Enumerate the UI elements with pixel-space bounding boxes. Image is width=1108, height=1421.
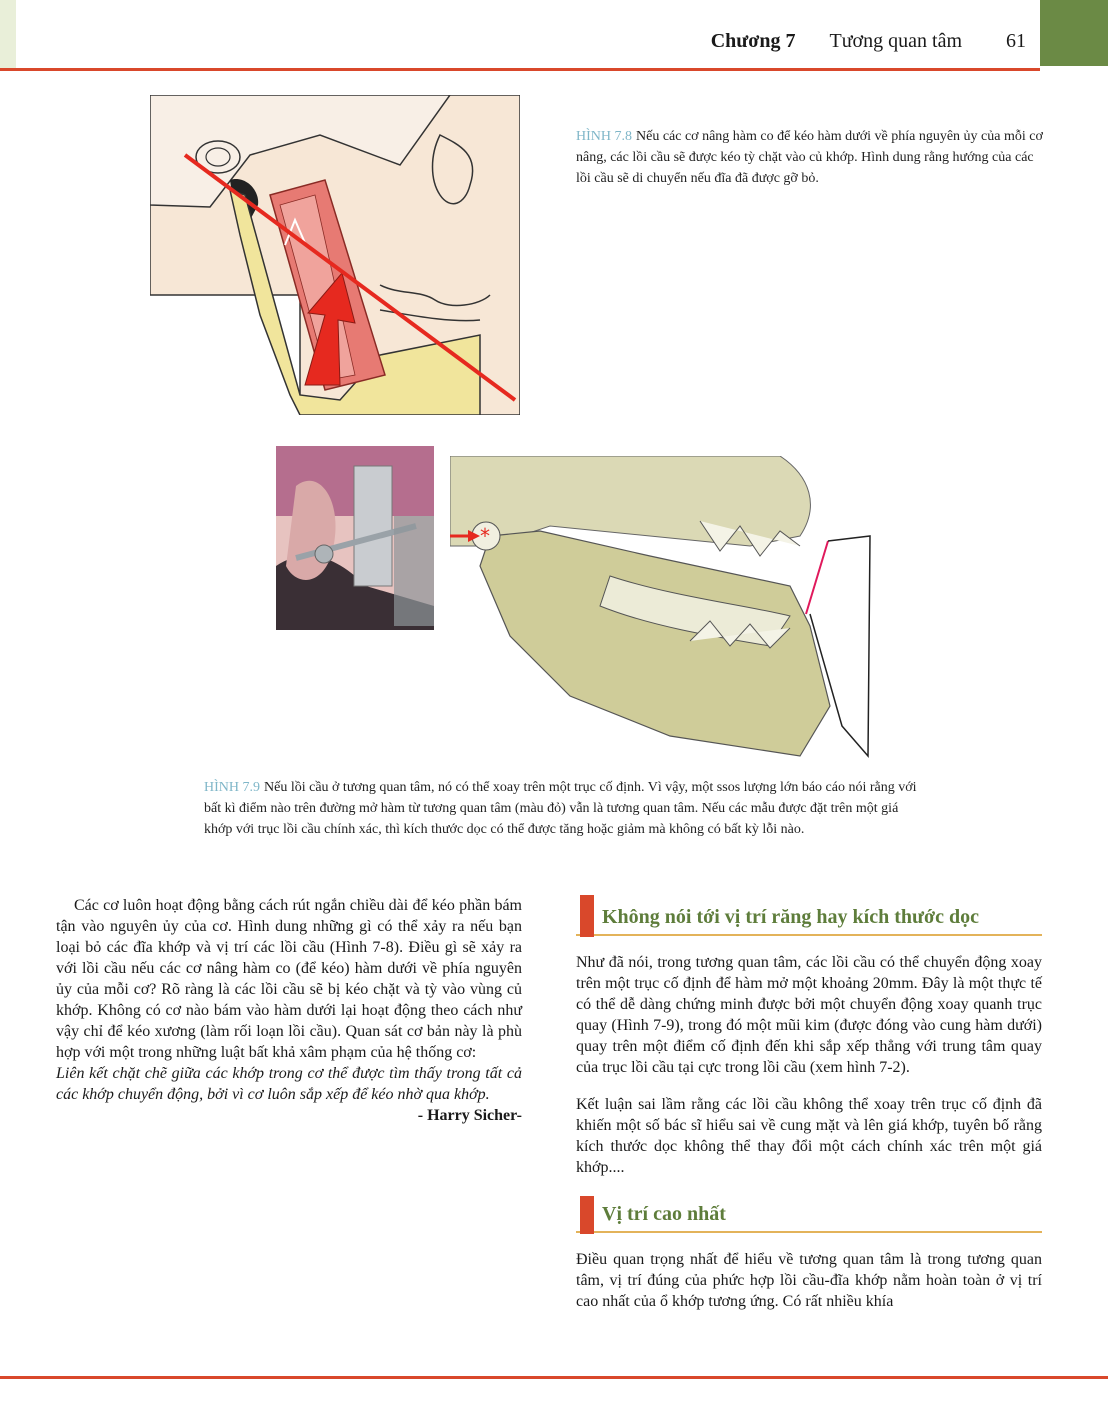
figure-7-9-illustration	[450, 456, 886, 762]
figure-7-9-caption	[204, 777, 920, 840]
corner-decoration-left	[0, 0, 16, 70]
right-paragraph-3: Điều quan trọng nhất để hiểu về tương quan tâm là trong tương quan tâm, vị trí đúng của phức hợp lồi cầu-đĩa khớp nằm hoàn toàn ở vị trí cao nhất của ổ khớp tương ứng. Có rất nhiều khía	[576, 1251, 1042, 1310]
figure-7-8-caption-text: Nếu các cơ nâng hàm co để kéo hàm dưới về phía nguyên ủy của mỗi cơ nâng, các lồi cầu sẽ được kéo tỳ chặt vào củ khớp. Hình dung rằng hướng của các lồi cầu sẽ di chuyển nếu đĩa đã được gỡ bỏ.	[576, 129, 1043, 186]
quote: Liên kết chặt chẽ giữa các khớp trong cơ thể được tìm thấy trong tất cả các khớp chuyển động, bởi vì cơ luôn sắp xếp để kéo nhờ qua khớp.	[56, 1065, 522, 1103]
section-heading-1-text: Không nói tới vị trí răng hay kích thước dọc	[602, 906, 979, 928]
figure-7-9-caption-text: Nếu lồi cầu ở tương quan tâm, nó có thể xoay trên một trục cố định. Vì vậy, một ssos lượng lớn báo cáo nói rằng với bất kì điểm nào trên đường mở hàm từ tương quan tâm (màu đỏ) vẫn là tương quan tâm. Nếu các mẫu được đặt trên một giá khớp với trục lồi cầu chính xác, thì kích thước dọc có thể được tăng hoặc giảm mà không có bất kỳ lỗi nào.	[204, 780, 917, 837]
heading-accent-bar	[580, 895, 594, 937]
header-rule	[0, 68, 1040, 71]
section-heading-2	[576, 1196, 1042, 1233]
chapter-title: Tương quan tâm	[829, 30, 962, 52]
page-number: 61	[1006, 30, 1026, 52]
chapter-number: Chương 7	[710, 30, 796, 52]
corner-decoration-right	[1040, 0, 1108, 66]
footer-rule	[0, 1376, 1108, 1379]
section-heading-1	[576, 895, 1042, 936]
figure-7-8-illustration	[150, 95, 520, 415]
heading-accent-bar	[580, 1196, 594, 1234]
left-paragraph: Các cơ luôn hoạt động bằng cách rút ngắn chiều dài để kéo phần bám tận vào nguyên ủy của cơ. Hình dung những gì có thể xảy ra nếu bạn loại bỏ các đĩa khớp và vị trí các lồi cầu (Hình 7-8). Điều gì sẽ xảy ra với lồi cầu nếu các cơ nâng hàm co (để kéo) hàm dưới về phía nguyên ủy của mỗi cơ? Rõ ràng là các lồi cầu sẽ bị kéo chặt và tỳ vào vùng củ khớp. Không có cơ nào bám vào hàm dưới lại hoạt động theo cách như vậy chỉ để kéo xương (làm rối loạn lồi cầu). Quan sát cơ bản này là phù hợp với một trong những luật bất khả xâm phạm của hệ thống cơ:	[56, 897, 522, 1061]
left-column	[56, 895, 522, 1126]
figure-7-9-label: HÌNH 7.9	[204, 780, 260, 795]
figure-7-8-caption	[576, 126, 1044, 189]
section-heading-2-text: Vị trí cao nhất	[602, 1203, 726, 1225]
running-header	[711, 30, 1026, 53]
figure-7-8-label: HÌNH 7.8	[576, 129, 632, 144]
quote-author: - Harry Sicher-	[417, 1107, 522, 1124]
figure-7-9-photo	[276, 446, 434, 630]
svg-text:*: *	[480, 524, 490, 548]
right-column	[576, 895, 1042, 1312]
right-paragraph-2: Kết luận sai lầm rằng các lồi cầu không thể xoay trên trục cố định đã khiến một số bác sĩ hiểu sai về cung mặt và lên giá khớp, tuyên bố rằng kích thước dọc không thể thay đổi một cách chính xác trên một giá khớp....	[576, 1096, 1042, 1176]
right-paragraph-1: Như đã nói, trong tương quan tâm, các lồi cầu có thể chuyển động xoay trên một trục cố định để hàm mở một khoảng 20mm. Đây là một thực tế có thể dễ dàng chứng minh được bởi một chuyển động xoay quanh trục quay (Hình 7-9), trong đó một mũi kim (được đóng vào cung hàm dưới) quay trên một điểm cố định đến khi sắp xếp thẳng với trung tâm quay của trục lồi cầu tại cực trong lồi cầu (xem hình 7-2).	[576, 954, 1042, 1076]
